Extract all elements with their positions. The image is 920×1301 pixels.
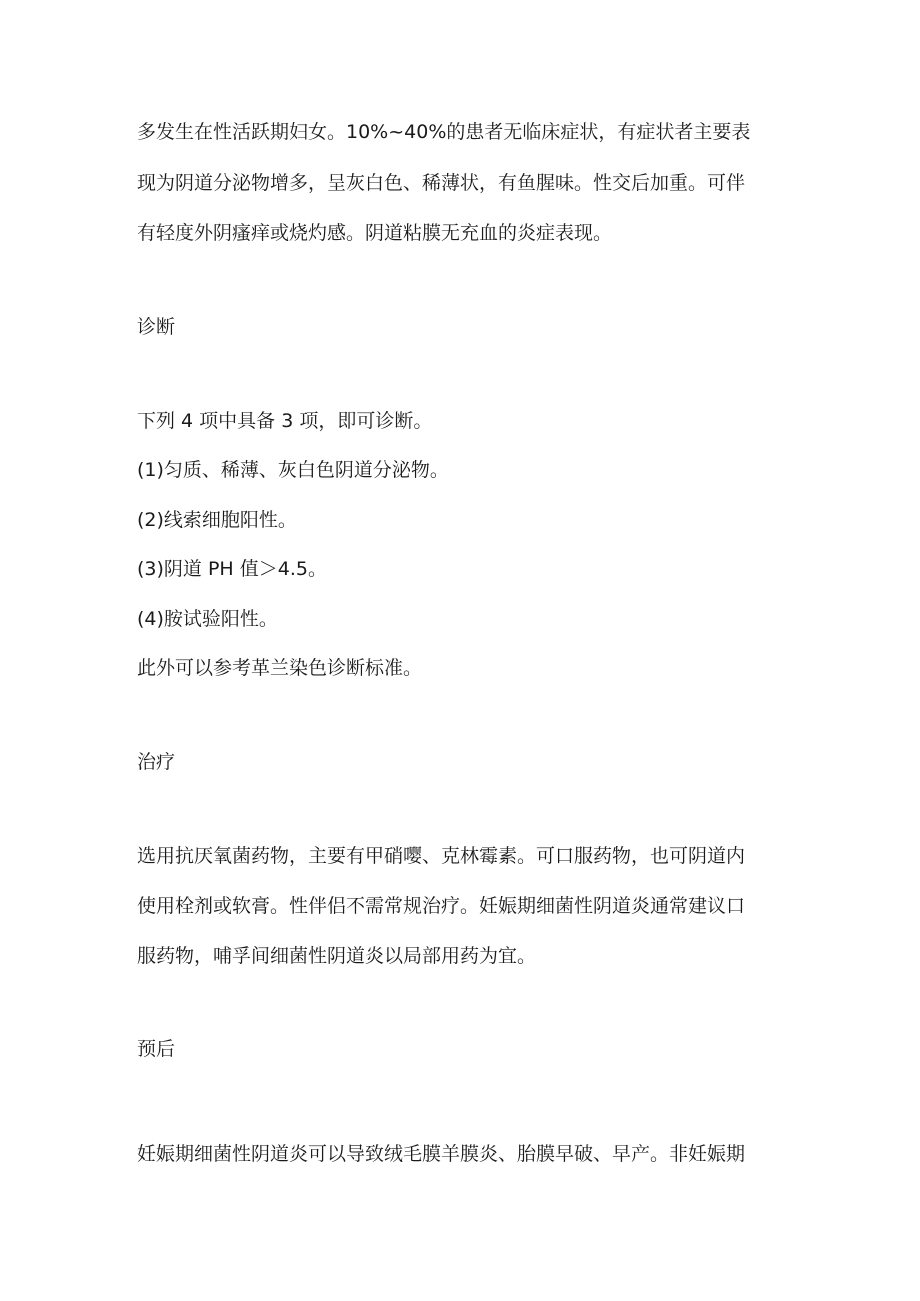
treatment-line-2: 使用栓剂或软膏。性伴侣不需常规治疗。妊娠期细菌性阴道炎通常建议口 xyxy=(137,895,746,917)
prognosis-heading: 预后 xyxy=(137,1038,176,1060)
symptoms-line-1: 多发生在性活跃期妇女。10%~40%的患者无临床症状，有症状者主要表 xyxy=(137,121,751,143)
treatment-line-3: 服药物，哺孚间细菌性阴道炎以局部用药为宜。 xyxy=(137,945,537,967)
symptoms-line-3: 有轻度外阴瘙痒或烧灼感。阴道粘膜无充血的炎症表现。 xyxy=(137,222,613,244)
diagnosis-intro: 下列 4 项中具备 3 项，即可诊断。 xyxy=(137,410,433,432)
treatment-line-1: 选用抗厌氧菌药物，主要有甲硝嘤、克林霉素。可口服药物，也可阴道内 xyxy=(137,845,746,867)
diagnosis-item-4: (4)胺试验阳性。 xyxy=(137,608,278,630)
diagnosis-heading: 诊断 xyxy=(137,316,176,338)
prognosis-line-1: 妊娠期细菌性阴道炎可以导致绒毛膜羊膜炎、胎膜早破、早产。非妊娠期 xyxy=(137,1143,746,1165)
diagnosis-note: 此外可以参考革兰染色诊断标准。 xyxy=(137,657,423,679)
diagnosis-item-2: (2)线索细胞阳性。 xyxy=(137,509,297,531)
treatment-heading: 治疗 xyxy=(137,751,176,773)
diagnosis-item-1: (1)匀质、稀薄、灰白色阴道分泌物。 xyxy=(137,459,449,481)
diagnosis-item-3: (3)阴道 PH 值＞4.5。 xyxy=(137,558,327,580)
symptoms-line-2: 现为阴道分泌物增多，呈灰白色、稀薄状，有鱼腥味。性交后加重。可伴 xyxy=(137,172,746,194)
